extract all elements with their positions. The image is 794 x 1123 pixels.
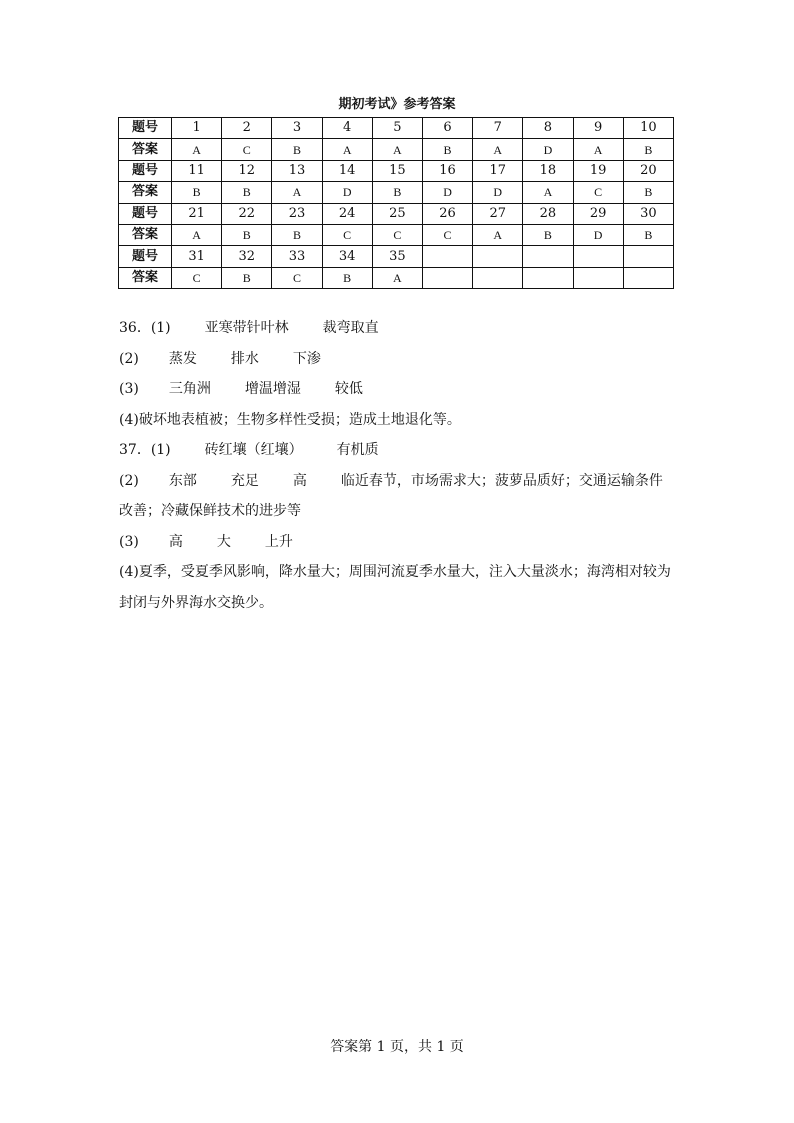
q37-part3: (3) 高 大 上升 <box>119 533 293 550</box>
question-number-cell: 15 <box>372 160 422 181</box>
answer-cell <box>623 267 673 288</box>
question-number-cell: 20 <box>623 160 673 181</box>
answer-cell: D <box>573 224 623 245</box>
answer-cell <box>523 267 573 288</box>
question-number-header: 题号 <box>119 246 172 267</box>
answer-cell: B <box>623 139 673 160</box>
q37-part2: (2) 东部 充足 高 临近春节，市场需求大；菠萝品质好；交通运输条件 <box>119 472 663 489</box>
answer-cell: C <box>573 182 623 203</box>
answer-cell: B <box>222 267 272 288</box>
answer-cell: C <box>222 139 272 160</box>
question-number-cell <box>623 246 673 267</box>
question-number-header: 题号 <box>119 203 172 224</box>
question-number-row <box>119 203 674 224</box>
question-number-cell: 32 <box>222 246 272 267</box>
question-number-cell: 29 <box>573 203 623 224</box>
answer-cell: B <box>322 267 372 288</box>
answer-cell: D <box>473 182 523 203</box>
answer-cell <box>473 267 523 288</box>
answer-cell: A <box>272 182 322 203</box>
question-number-cell <box>523 246 573 267</box>
answer-cell: D <box>322 182 372 203</box>
question-number-cell: 27 <box>473 203 523 224</box>
question-number-cell: 8 <box>523 118 573 139</box>
answer-header: 答案 <box>119 139 172 160</box>
question-number-row <box>119 160 674 181</box>
question-number-cell: 5 <box>372 118 422 139</box>
answer-text <box>119 313 675 618</box>
q36-part2: (2) 蒸发 排水 下渗 <box>119 350 321 367</box>
answer-cell: B <box>372 182 422 203</box>
answer-cell: B <box>222 224 272 245</box>
answer-cell: A <box>473 139 523 160</box>
q36-part1: 36．(1) 亚寒带针叶林 裁弯取直 <box>119 320 379 336</box>
question-number-cell: 14 <box>322 160 372 181</box>
answer-cell: C <box>322 224 372 245</box>
question-number-cell: 30 <box>623 203 673 224</box>
question-number-cell: 10 <box>623 118 673 139</box>
answer-cell <box>422 267 472 288</box>
answer-cell: A <box>573 139 623 160</box>
answer-cell: C <box>372 224 422 245</box>
question-number-cell: 26 <box>422 203 472 224</box>
answer-cell: A <box>322 139 372 160</box>
answer-cell: A <box>372 139 422 160</box>
question-number-cell: 16 <box>422 160 472 181</box>
answer-cell: D <box>523 139 573 160</box>
q36-part4: (4)破坏地表植被；生物多样性受损；造成土地退化等。 <box>119 411 461 428</box>
q37-part1: 37．(1) 砖红壤（红壤） 有机质 <box>119 442 379 458</box>
question-number-cell: 9 <box>573 118 623 139</box>
answer-header: 答案 <box>119 182 172 203</box>
page-title: 期初考试》参考答案 <box>338 97 456 112</box>
answer-cell: A <box>172 139 222 160</box>
answer-cell: C <box>172 267 222 288</box>
question-number-row <box>119 118 674 139</box>
answer-cell: A <box>172 224 222 245</box>
question-number-cell: 33 <box>272 246 322 267</box>
answer-cell: A <box>473 224 523 245</box>
q37-part2-cont: 改善；冷藏保鲜技术的进步等 <box>119 503 301 519</box>
question-number-cell: 1 <box>172 118 222 139</box>
answer-cell: D <box>422 182 472 203</box>
question-number-cell: 11 <box>172 160 222 181</box>
answer-cell <box>573 267 623 288</box>
answer-cell: A <box>523 182 573 203</box>
question-number-cell: 18 <box>523 160 573 181</box>
question-number-cell: 4 <box>322 118 372 139</box>
answer-cell: B <box>623 182 673 203</box>
question-number-cell: 7 <box>473 118 523 139</box>
question-number-cell: 25 <box>372 203 422 224</box>
answer-header: 答案 <box>119 267 172 288</box>
answer-cell: B <box>523 224 573 245</box>
answer-cell: B <box>272 139 322 160</box>
question-number-cell: 17 <box>473 160 523 181</box>
question-number-cell: 22 <box>222 203 272 224</box>
question-number-cell: 23 <box>272 203 322 224</box>
page-footer: 答案第 1 页，共 1 页 <box>330 1039 464 1055</box>
answer-table <box>118 117 674 289</box>
question-number-cell <box>573 246 623 267</box>
answer-cell: C <box>422 224 472 245</box>
answer-cell: B <box>222 182 272 203</box>
answer-header: 答案 <box>119 224 172 245</box>
answer-row <box>119 267 674 288</box>
question-number-cell: 19 <box>573 160 623 181</box>
answer-cell: A <box>372 267 422 288</box>
question-number-cell: 34 <box>322 246 372 267</box>
answer-cell: C <box>272 267 322 288</box>
q36-part3: (3) 三角洲 增温增湿 较低 <box>119 381 363 397</box>
question-number-cell: 21 <box>172 203 222 224</box>
question-number-cell: 13 <box>272 160 322 181</box>
answer-cell: B <box>623 224 673 245</box>
question-number-cell: 28 <box>523 203 573 224</box>
question-number-cell: 12 <box>222 160 272 181</box>
question-number-cell: 24 <box>322 203 372 224</box>
question-number-cell: 31 <box>172 246 222 267</box>
question-number-header: 题号 <box>119 160 172 181</box>
answer-cell: B <box>172 182 222 203</box>
answer-row <box>119 139 674 160</box>
question-number-cell: 3 <box>272 118 322 139</box>
question-number-cell: 6 <box>422 118 472 139</box>
question-number-cell <box>473 246 523 267</box>
answer-cell: B <box>422 139 472 160</box>
question-number-cell <box>422 246 472 267</box>
answer-row <box>119 182 674 203</box>
question-number-header: 题号 <box>119 118 172 139</box>
answer-cell: B <box>272 224 322 245</box>
q37-part4-cont: 封闭与外界海水交换少。 <box>119 594 273 611</box>
question-number-cell: 2 <box>222 118 272 139</box>
question-number-row <box>119 246 674 267</box>
q37-part4: (4)夏季，受夏季风影响，降水量大；周围河流夏季水量大，注入大量淡水；海湾相对较为 <box>119 564 671 580</box>
answer-row <box>119 224 674 245</box>
question-number-cell: 35 <box>372 246 422 267</box>
